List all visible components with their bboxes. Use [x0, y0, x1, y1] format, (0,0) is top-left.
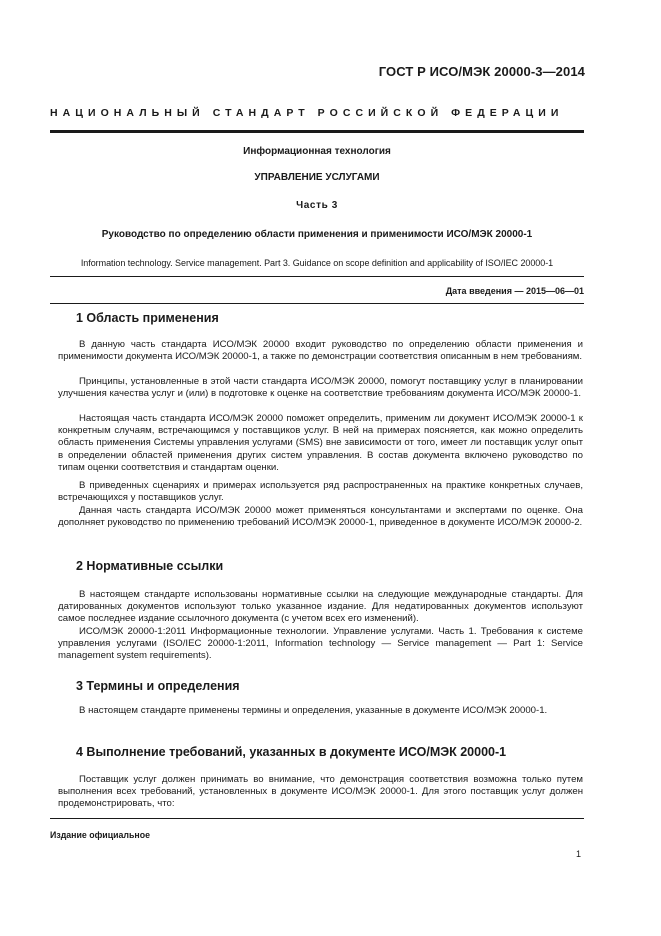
- section-1-paragraph-3: Настоящая часть стандарта ИСО/МЭК 20000 поможет определить, применим ли документ ИСО/МЭК 20000-1 к конкретным случаям, встречающимся у поставщиков услуг. В ней на примерах поясняется, как можно определить область применения Системы управления услугами (SMS) вне зависимости от того, имеет ли поставщик услуг опыт в определении областей применения других систем управления. В состав документа включено руководство по типам оценки соответствия и стандартам оценки.: [58, 413, 583, 473]
- section-1-paragraph-2: Принципы, установленные в этой части стандарта ИСО/МЭК 20000, помогут поставщику услуг в планировании улучшения качества услуг и (или) в подготовке к оценке на соответствие требованиям документа ИСО/МЭК 20000-1.: [58, 376, 583, 400]
- date-divider: [50, 303, 584, 304]
- document-subtitle: Руководство по определению области применения и применимости ИСО/МЭК 20000-1: [101, 229, 533, 240]
- footer-divider: [50, 818, 584, 819]
- section-3-paragraph-1: В настоящем стандарте применены термины и определения, указанные в документе ИСО/МЭК 20000-1.: [79, 705, 548, 716]
- section-1-paragraph-5: Данная часть стандарта ИСО/МЭК 20000 может применяться консультантами и экспертами по оценке. Она дополняет руководство по применению требований ИСО/МЭК 20000-1, приведенное в документе ИСО/МЭК 20000-2.: [58, 505, 583, 529]
- introduction-date: Дата введения — 2015—06—01: [445, 286, 584, 296]
- section-1-paragraph-4: В приведенных сценариях и примерах используется ряд распространенных на практике конкретных случаев, встречающихся у поставщиков услуг.: [58, 480, 583, 504]
- section-4-heading: 4 Выполнение требований, указанных в документе ИСО/МЭК 20000-1: [76, 745, 507, 759]
- official-edition-label: Издание официальное: [50, 830, 150, 840]
- section-2-heading: 2 Нормативные ссылки: [76, 559, 224, 573]
- title-line-1: Информационная технология: [243, 146, 391, 157]
- title-line-2: УПРАВЛЕНИЕ УСЛУГАМИ: [254, 172, 380, 183]
- title-divider: [50, 276, 584, 277]
- section-2-paragraph-1: В настоящем стандарте использованы нормативные ссылки на следующие международные стандарты. Для датированных документов используют только указанное издание. Для недатированных документов используют самое последнее издание ссылочного документа (с учетом всех его изменений).: [58, 589, 583, 625]
- page-number: 1: [575, 849, 581, 859]
- english-title: Information technology. Service management. Part 3. Guidance on scope definition and applicability of ISO/IEC 20000-1: [80, 258, 554, 268]
- header-divider: [50, 130, 584, 133]
- section-3-heading: 3 Термины и определения: [76, 679, 240, 693]
- section-1-paragraph-1: В данную часть стандарта ИСО/МЭК 20000 входит руководство по определению области применения и применимости документа ИСО/МЭК 20000-1, а также по демонстрации соответствия описанным в нем требованиям.: [58, 339, 583, 363]
- section-1-heading: 1 Область применения: [76, 311, 219, 325]
- section-4-paragraph-1: Поставщик услуг должен принимать во внимание, что демонстрация соответствия возможна только путем выполнения всех требований, установленных в документе ИСО/МЭК 20000-1. Для этого поставщик услуг должен продемонстрировать, что:: [58, 774, 583, 810]
- part-label: Часть 3: [296, 200, 338, 211]
- section-2-paragraph-2: ИСО/МЭК 20000-1:2011 Информационные технологии. Управление услугами. Часть 1. Требования к системе управления услугами (ISO/IEC 20000-1:2011, Information technology — Service management — Part 1: Service management system requirements).: [58, 626, 583, 662]
- national-standard-banner: НАЦИОНАЛЬНЫЙ СТАНДАРТ РОССИЙСКОЙ ФЕДЕРАЦИИ: [50, 107, 564, 119]
- standard-number: ГОСТ Р ИСО/МЭК 20000-3—2014: [378, 64, 585, 79]
